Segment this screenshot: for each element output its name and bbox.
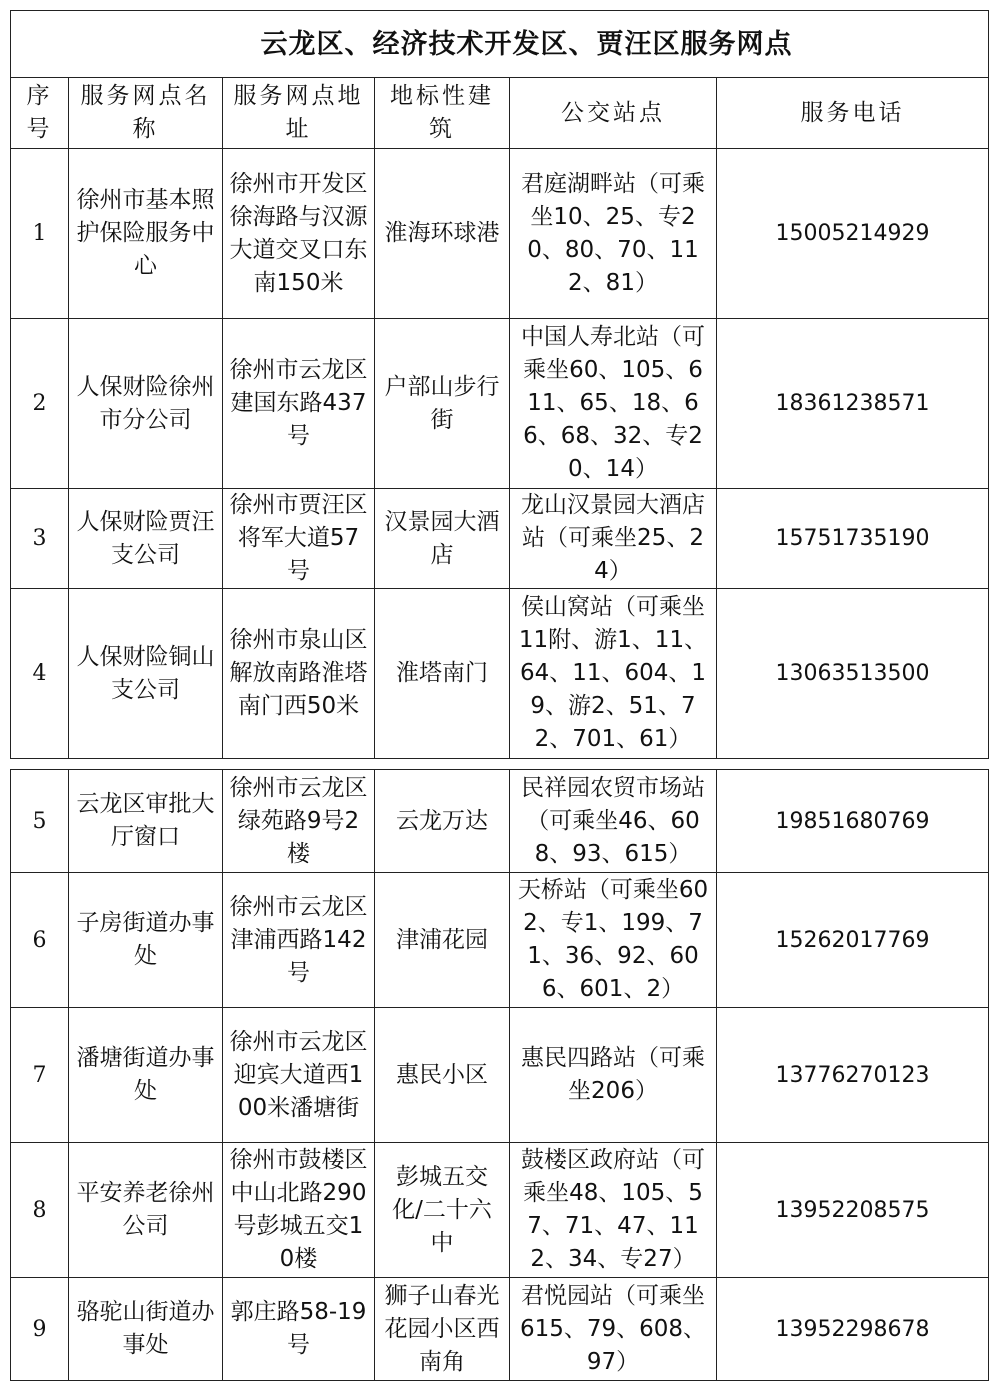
table-row [11, 589, 989, 759]
header-landmark: 地标性建筑 [375, 78, 510, 149]
header-name: 服务网点名称 [69, 78, 223, 149]
row-address: 徐州市云龙区建国东路437号 [223, 319, 375, 489]
row-landmark: 汉景园大酒店 [375, 489, 510, 589]
table-row [11, 873, 989, 1008]
row-bus: 惠民四路站（可乘坐206） [510, 1008, 717, 1143]
row-phone: 13952298678 [717, 1278, 989, 1381]
row-bus: 鼓楼区政府站（可乘坐48、105、57、71、47、112、34、专27） [510, 1143, 717, 1278]
row-landmark: 云龙万达 [375, 770, 510, 873]
table-title: 云龙区、经济技术开发区、贾汪区服务网点 [11, 11, 989, 78]
service-points-table-b [10, 769, 989, 1381]
row-phone: 13063513500 [717, 589, 989, 759]
row-address: 徐州市泉山区解放南路淮塔南门西50米 [223, 589, 375, 759]
title-row [11, 11, 989, 78]
row-landmark: 津浦花园 [375, 873, 510, 1008]
row-index: 1 [11, 149, 69, 319]
row-bus: 君庭湖畔站（可乘坐10、25、专20、80、70、112、81） [510, 149, 717, 319]
row-landmark: 户部山步行街 [375, 319, 510, 489]
row-index: 3 [11, 489, 69, 589]
row-phone: 15005214929 [717, 149, 989, 319]
row-address: 郭庄路58-19号 [223, 1278, 375, 1381]
row-phone: 13776270123 [717, 1008, 989, 1143]
header-index: 序号 [11, 78, 69, 149]
row-index: 2 [11, 319, 69, 489]
row-name: 人保财险徐州市分公司 [69, 319, 223, 489]
table-row [11, 489, 989, 589]
row-index: 7 [11, 1008, 69, 1143]
table-row [11, 1278, 989, 1381]
row-landmark: 惠民小区 [375, 1008, 510, 1143]
row-phone: 19851680769 [717, 770, 989, 873]
row-name: 骆驼山街道办事处 [69, 1278, 223, 1381]
row-name: 平安养老徐州公司 [69, 1143, 223, 1278]
row-name: 徐州市基本照护保险服务中心 [69, 149, 223, 319]
row-address: 徐州市云龙区绿苑路9号2楼 [223, 770, 375, 873]
service-points-document [10, 10, 988, 1381]
row-phone: 15751735190 [717, 489, 989, 589]
row-address: 徐州市云龙区津浦西路142号 [223, 873, 375, 1008]
row-index: 4 [11, 589, 69, 759]
row-bus: 天桥站（可乘坐602、专1、199、71、36、92、606、601、2） [510, 873, 717, 1008]
row-bus: 中国人寿北站（可乘坐60、105、611、65、18、66、68、32、专20、14） [510, 319, 717, 489]
row-name: 潘塘街道办事处 [69, 1008, 223, 1143]
header-phone: 服务电话 [717, 78, 989, 149]
row-bus: 侯山窝站（可乘坐11附、游1、11、64、11、604、19、游2、51、72、701、61） [510, 589, 717, 759]
row-address: 徐州市鼓楼区中山北路290号彭城五交10楼 [223, 1143, 375, 1278]
row-name: 云龙区审批大厅窗口 [69, 770, 223, 873]
row-name: 人保财险贾汪支公司 [69, 489, 223, 589]
row-phone: 13952208575 [717, 1143, 989, 1278]
row-bus: 民祥园农贸市场站（可乘坐46、608、93、615） [510, 770, 717, 873]
row-bus: 龙山汉景园大酒店站（可乘坐25、24） [510, 489, 717, 589]
row-address: 徐州市贾汪区将军大道57号 [223, 489, 375, 589]
table-row [11, 149, 989, 319]
table-row [11, 770, 989, 873]
row-index: 6 [11, 873, 69, 1008]
service-points-table-a [10, 10, 989, 759]
row-name: 人保财险铜山支公司 [69, 589, 223, 759]
table-row [11, 1008, 989, 1143]
table-row [11, 319, 989, 489]
header-address: 服务网点地址 [223, 78, 375, 149]
row-phone: 15262017769 [717, 873, 989, 1008]
row-index: 5 [11, 770, 69, 873]
row-landmark: 彭城五交化/二十六中 [375, 1143, 510, 1278]
header-bus: 公交站点 [510, 78, 717, 149]
row-index: 8 [11, 1143, 69, 1278]
header-row [11, 78, 989, 149]
row-landmark: 淮海环球港 [375, 149, 510, 319]
row-phone: 18361238571 [717, 319, 989, 489]
row-landmark: 狮子山春光花园小区西南角 [375, 1278, 510, 1381]
row-name: 子房街道办事处 [69, 873, 223, 1008]
row-address: 徐州市云龙区迎宾大道西100米潘塘街 [223, 1008, 375, 1143]
row-address: 徐州市开发区徐海路与汉源大道交叉口东南150米 [223, 149, 375, 319]
row-bus: 君悦园站（可乘坐615、79、608、97） [510, 1278, 717, 1381]
table-row [11, 1143, 989, 1278]
row-index: 9 [11, 1278, 69, 1381]
row-landmark: 淮塔南门 [375, 589, 510, 759]
